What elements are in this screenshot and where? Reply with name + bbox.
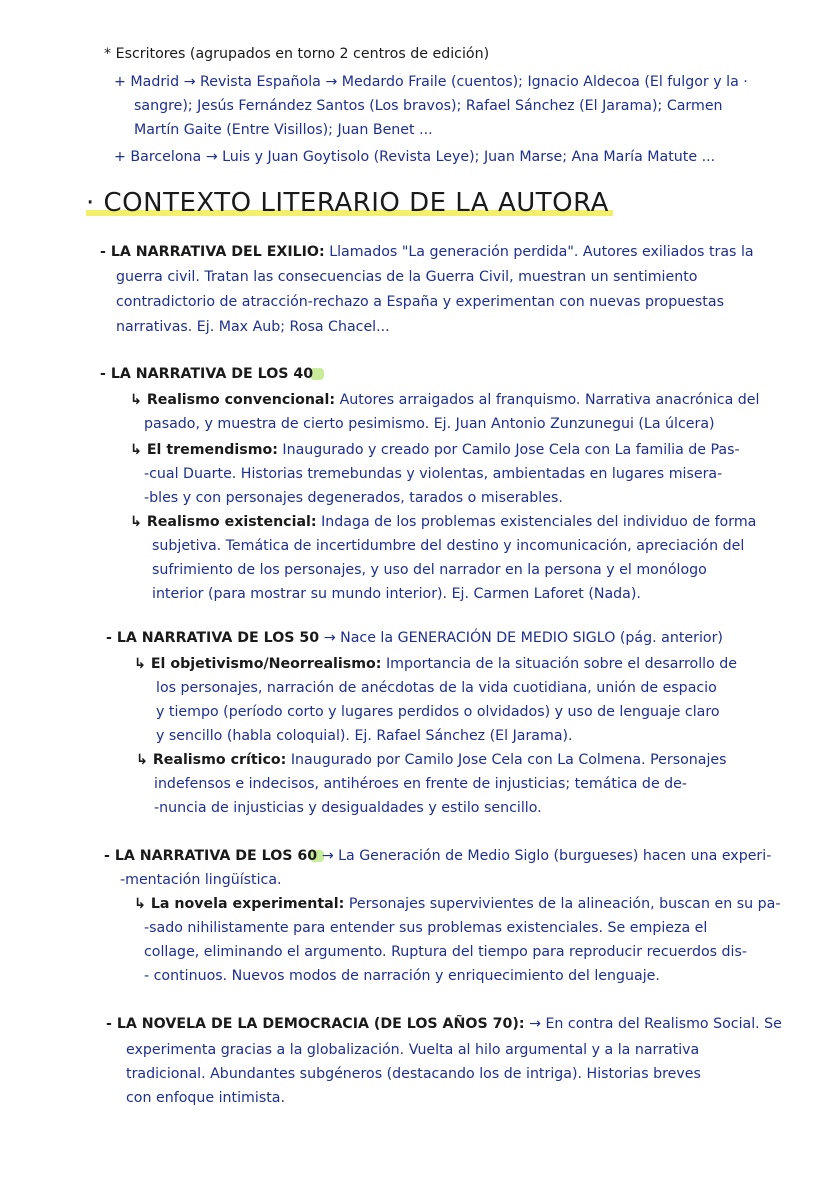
n50-item-line: y tiempo (período corto y lugares perdidos o olvidados) y uso de lenguaje claro — [156, 704, 720, 720]
n50-item-line: los personajes, narración de anécdotas de la vida cuotidiana, unión de espacio — [156, 680, 717, 696]
n40-item-text: Indaga de los problemas existenciales del individuo de forma — [321, 514, 757, 530]
exilio-line: narrativas. Ej. Max Aub; Rosa Chacel... — [116, 319, 390, 335]
democracia-text: → En contra del Realismo Social. Se — [529, 1016, 782, 1032]
n50-heading: - LA NARRATIVA DE LOS 50 — [106, 630, 320, 646]
n40-item-first — [130, 388, 759, 412]
intro-line: * Escritores (agrupados en torno 2 centros de edición) — [104, 46, 490, 62]
exilio-heading: - LA NARRATIVA DEL EXILIO: — [100, 244, 325, 260]
n50-item-first — [134, 652, 737, 676]
n60-line: -mentación lingüística. — [120, 872, 282, 888]
n50-text: → Nace la GENERACIÓN DE MEDIO SIGLO (pág. anterior) — [323, 630, 723, 646]
n40-item-text: Inaugurado y creado por Camilo Jose Cela con La familia de Pas- — [282, 442, 740, 458]
n60-heading: - LA NARRATIVA DE LOS 60 — [104, 848, 318, 864]
n60-item-line: - continuos. Nuevos modos de narración y enriquecimiento del lenguaje. — [144, 968, 660, 984]
n50-item-label: ↳ Realismo crítico: — [136, 752, 287, 768]
n50-item-line: -nuncia de injusticias y desigualdades y estilo sencillo. — [154, 800, 542, 816]
n50-first-line — [106, 626, 723, 650]
n50-item-first — [136, 748, 727, 772]
n50-item-text: Inaugurado por Camilo Jose Cela con La Colmena. Personajes — [290, 752, 727, 768]
n40-item-label: ↳ El tremendismo: — [130, 442, 278, 458]
n60-item-first — [134, 892, 780, 916]
section-title: · CONTEXTO LITERARIO DE LA AUTORA — [86, 186, 613, 220]
n40-item-line: -bles y con personajes degenerados, tarados o miserables. — [144, 490, 563, 506]
exilio-text: Llamados "La generación perdida". Autores exiliados tras la — [329, 244, 754, 260]
exilio-first-line — [100, 240, 754, 264]
n40-heading: - LA NARRATIVA DE LOS 40 — [100, 366, 314, 382]
democracia-first-line — [106, 1012, 782, 1036]
intro-line: Martín Gaite (Entre Visillos); Juan Benet ... — [134, 122, 433, 138]
democracia-line: tradicional. Abundantes subgéneros (destacando los de intriga). Historias breves — [126, 1066, 701, 1082]
intro-line: + Madrid → Revista Española → Medardo Fraile (cuentos); Ignacio Aldecoa (El fulgor y la · — [114, 74, 748, 90]
n50-item-line: indefensos e indecisos, antihéroes en frente de injusticias; temática de de- — [154, 776, 688, 792]
n60-text: → La Generación de Medio Siglo (burgueses) hacen una experi- — [321, 848, 772, 864]
n50-item-label: ↳ El objetivismo/Neorrealismo: — [134, 656, 382, 672]
n40-item-line: pasado, y muestra de cierto pesimismo. Ej. Juan Antonio Zunzunegui (La úlcera) — [144, 416, 715, 432]
n40-item-first — [130, 510, 756, 534]
n40-item-line: -cual Duarte. Historias tremebundas y violentas, ambientadas en lugares misera- — [144, 466, 723, 482]
n60-item-text: Personajes supervivientes de la alineación, buscan en su pa- — [348, 896, 781, 912]
n40-item-line: sufrimiento de los personajes, y uso del narrador en la persona y el monólogo — [152, 562, 707, 578]
n40-item-line: subjetiva. Temática de incertidumbre del destino y incomunicación, apreciación del — [152, 538, 745, 554]
exilio-line: contradictorio de atracción-rechazo a España y experimentan con nuevas propuestas — [116, 294, 724, 310]
n40-item-text: Autores arraigados al franquismo. Narrativa anacrónica del — [339, 392, 760, 408]
democracia-heading: - LA NOVELA DE LA DEMOCRACIA (DE LOS AÑOS 70): — [106, 1016, 525, 1032]
n40-item-label: ↳ Realismo convencional: — [130, 392, 336, 408]
exilio-line: guerra civil. Tratan las consecuencias de la Guerra Civil, muestran un sentimiento — [116, 269, 698, 285]
intro-line: sangre); Jesús Fernández Santos (Los bravos); Rafael Sánchez (El Jarama); Carmen — [134, 98, 723, 114]
n40-item-line: interior (para mostrar su mundo interior). Ej. Carmen Laforet (Nada). — [152, 586, 641, 602]
n40-item-first — [130, 438, 740, 462]
n50-item-text: Importancia de la situación sobre el desarrollo de — [385, 656, 737, 672]
section-title-wrap — [86, 186, 613, 220]
n60-first-line — [104, 844, 771, 868]
n50-item-line: y sencillo (habla coloquial). Ej. Rafael Sánchez (El Jarama). — [156, 728, 573, 744]
n60-item-line: collage, eliminando el argumento. Ruptura del tiempo para reproducir recuerdos dis- — [144, 944, 747, 960]
democracia-line: con enfoque intimista. — [126, 1090, 285, 1106]
n40-item-label: ↳ Realismo existencial: — [130, 514, 317, 530]
n60-item-line: -sado nihilistamente para entender sus problemas existenciales. Se empieza el — [144, 920, 708, 936]
intro-line: + Barcelona → Luis y Juan Goytisolo (Revista Leye); Juan Marse; Ana María Matute ... — [114, 149, 716, 165]
democracia-line: experimenta gracias a la globalización. Vuelta al hilo argumental y a la narrativa — [126, 1042, 700, 1058]
n60-item-label: ↳ La novela experimental: — [134, 896, 345, 912]
